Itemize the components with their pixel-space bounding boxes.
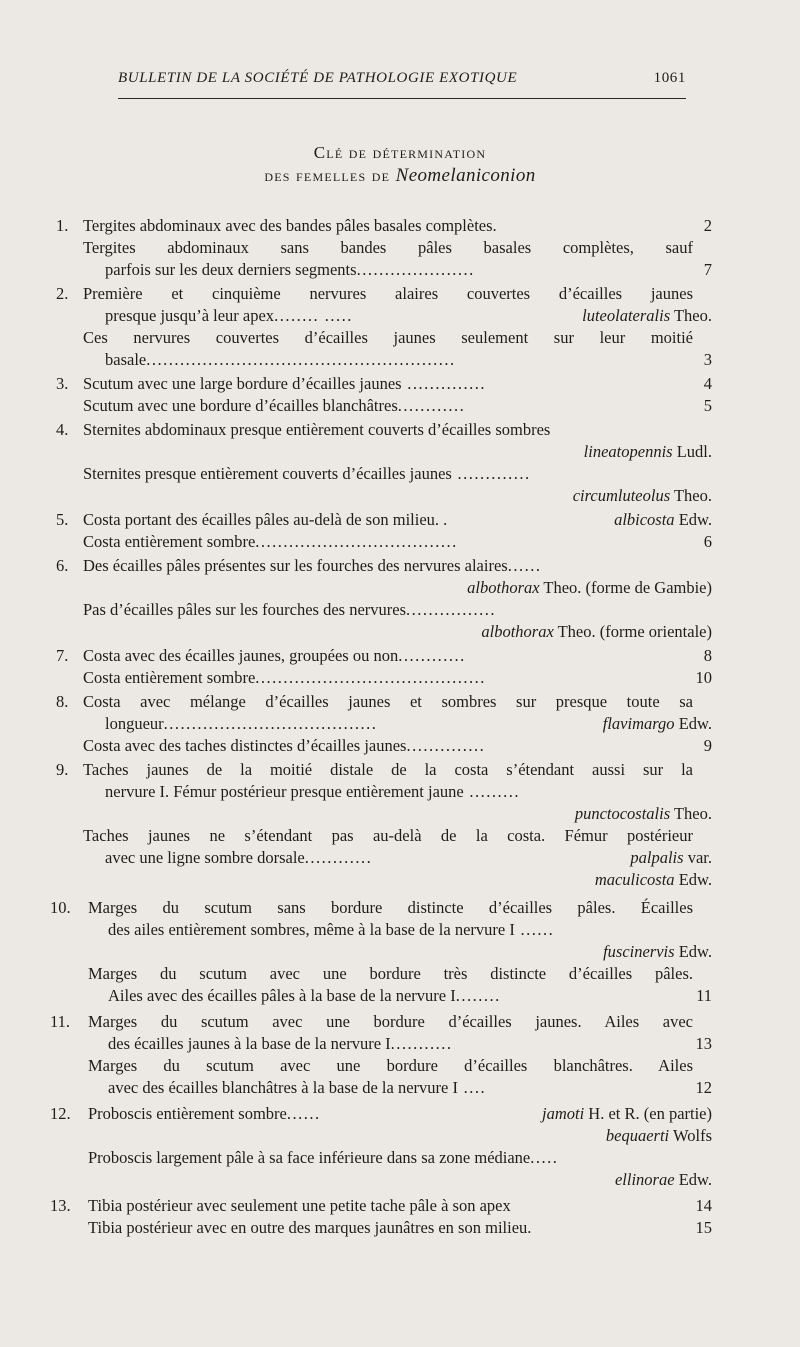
species-name: circumluteolus — [572, 486, 671, 505]
page-number: 1061 — [653, 70, 686, 86]
lead-to: 8 — [703, 646, 712, 665]
couplet-a-line1: Première et cinquième nervures alaires couvertes d’écailles jaunes — [83, 284, 693, 303]
genus-name: Neomelaniconion — [395, 165, 536, 186]
lead-to: 4 — [703, 374, 712, 393]
species-name: lineatopennis — [583, 442, 673, 461]
couplet-a-line1: Marges du scutum avec une bordure d’écailles jaunes. Ailes avec — [88, 1012, 693, 1031]
couplet-b: Costa entièrement sombre — [83, 668, 256, 687]
couplet-a: Tibia postérieur avec seulement une petite tache pâle à son apex — [88, 1196, 511, 1215]
species-name: albothorax — [467, 578, 540, 597]
author: Theo. (forme orientale) — [553, 622, 712, 641]
couplet-a: Des écailles pâles présentes sur les fourches des nervures alaires — [83, 556, 508, 575]
lead-to: 15 — [695, 1218, 712, 1237]
lead-to: 9 — [703, 736, 712, 755]
lead-to: 5 — [703, 396, 712, 415]
author: Wolfs — [669, 1126, 712, 1145]
author: Edw. — [674, 870, 712, 889]
author: H. et R. (en partie) — [584, 1104, 712, 1123]
entry-number: 7. — [56, 646, 69, 665]
couplet-b-line1: Taches jaunes ne s’étendant pas au-delà de la costa. Fémur postérieur — [83, 826, 693, 845]
author: Edw. — [674, 714, 712, 733]
couplet-b-line2: basale — [105, 350, 147, 369]
species-name: bequaerti — [605, 1126, 670, 1145]
lead-to: 10 — [695, 668, 712, 687]
species-name: palpalis — [630, 848, 684, 867]
species-name: fuscinervis — [603, 942, 675, 961]
couplet-b-line1: Marges du scutum avec une bordure d’écailles blanchâtres. Ailes — [88, 1056, 693, 1075]
entry-number: 1. — [56, 216, 69, 235]
couplet-a-line1: Taches jaunes de la moitié distale de la costa s’étendant aussi sur la — [83, 760, 693, 779]
couplet-b-line2: Ailes avec des écailles pâles à la base de la nervure I — [108, 986, 456, 1005]
author: Edw. — [674, 510, 712, 529]
entry-number: 5. — [56, 510, 69, 529]
lead-to: 14 — [695, 1196, 712, 1215]
species-name: flavimargo — [602, 714, 675, 733]
species-name: punctocostalis — [574, 804, 671, 823]
couplet-b: Sternites presque entièrement couverts d’écailles jaunes — [83, 464, 452, 483]
couplet-a: Tergites abdominaux avec des bandes pâles basales complètes. — [83, 216, 497, 235]
header-rule — [118, 98, 686, 99]
couplet-b-line2: avec une ligne sombre dorsale — [105, 848, 305, 867]
running-title: BULLETIN DE LA SOCIÉTÉ DE PATHOLOGIE EXOTIQUE — [118, 70, 518, 86]
entry-number: 2. — [56, 284, 69, 303]
couplet-b: Scutum avec une bordure d’écailles blanchâtres — [83, 396, 398, 415]
entry-number: 6. — [56, 556, 69, 575]
author: Edw. — [674, 942, 712, 961]
couplet-a: Scutum avec une large bordure d’écailles jaunes — [83, 374, 402, 393]
lead-to: 11 — [696, 986, 712, 1005]
couplet-b: Pas d’écailles pâles sur les fourches des nervures — [83, 600, 407, 619]
species-name: ellinorae — [614, 1170, 675, 1189]
couplet-b-line2: parfois sur les deux derniers segments — [105, 260, 357, 279]
author: var. — [683, 848, 712, 867]
lead-to: 3 — [703, 350, 712, 369]
entry-number: 12. — [50, 1104, 71, 1123]
lead-to: 2 — [703, 216, 712, 235]
entry-number: 13. — [50, 1196, 71, 1215]
entry-number: 8. — [56, 692, 69, 711]
author: Theo. — [670, 306, 712, 325]
author: Theo. — [670, 804, 712, 823]
lead-to: 12 — [695, 1078, 712, 1097]
species-name: albicosta — [614, 510, 675, 529]
couplet-a: Sternites abdominaux presque entièrement couverts d’écailles sombres — [83, 420, 551, 439]
couplet-a-line2: presque jusqu’à leur apex — [105, 306, 275, 325]
lead-to: 13 — [695, 1034, 712, 1053]
species-name: luteolateralis — [582, 306, 671, 325]
couplet-a-line2: longueur — [105, 714, 164, 733]
species-name: maculicosta — [594, 870, 675, 889]
entry-number: 11. — [50, 1012, 71, 1031]
entry-number: 3. — [56, 374, 69, 393]
couplet-a-line2: nervure I. Fémur postérieur presque entièrement jaune — [105, 782, 464, 801]
species-name: jamoti — [542, 1104, 585, 1123]
couplet-b: Tibia postérieur avec en outre des marques jaunâtres en son milieu. — [88, 1218, 532, 1237]
key-title-line2: des femelles de Neomelaniconion — [264, 165, 536, 186]
species-name: albothorax — [481, 622, 554, 641]
author: Theo. (forme de Gambie) — [539, 578, 712, 597]
couplet-a-line2: des ailes entièrement sombres, même à la base de la nervure I — [108, 920, 515, 939]
author: Theo. — [670, 486, 712, 505]
couplet-b-line1: Marges du scutum avec une bordure très distincte d’écailles pâles. — [88, 964, 693, 983]
couplet-b-line2: avec des écailles blanchâtres à la base de la nervure I — [108, 1078, 458, 1097]
couplet-a: Costa avec des écailles jaunes, groupées ou non — [83, 646, 399, 665]
couplet-a: Costa portant des écailles pâles au-delà de son milieu. . — [83, 510, 448, 529]
lead-to: 7 — [703, 260, 712, 279]
entry-number: 10. — [50, 898, 71, 917]
couplet-b: Costa entièrement sombre — [83, 532, 256, 551]
couplet-b: Proboscis largement pâle à sa face inférieure dans sa zone médiane — [88, 1148, 531, 1167]
couplet-b: Costa avec des taches distinctes d’écailles jaunes — [83, 736, 407, 755]
couplet-a-line2: des écailles jaunes à la base de la nervure I — [108, 1034, 391, 1053]
couplet-a-line1: Costa avec mélange d’écailles jaunes et sombres sur presque toute sa — [83, 692, 693, 711]
couplet-a-line1: Marges du scutum sans bordure distincte d’écailles pâles. Écailles — [88, 898, 693, 917]
author: Edw. — [674, 1170, 712, 1189]
entry-number: 9. — [56, 760, 69, 779]
lead-to: 6 — [703, 532, 712, 551]
entry-number: 4. — [56, 420, 69, 439]
couplet-b-line1: Ces nervures couvertes d’écailles jaunes seulement sur leur moitié — [83, 328, 693, 347]
couplet-a: Proboscis entièrement sombre — [88, 1104, 287, 1123]
couplet-b-line1: Tergites abdominaux sans bandes pâles basales complètes, sauf — [83, 238, 693, 257]
key-title-line1: Clé de détermination — [313, 143, 487, 162]
author: Ludl. — [672, 442, 712, 461]
